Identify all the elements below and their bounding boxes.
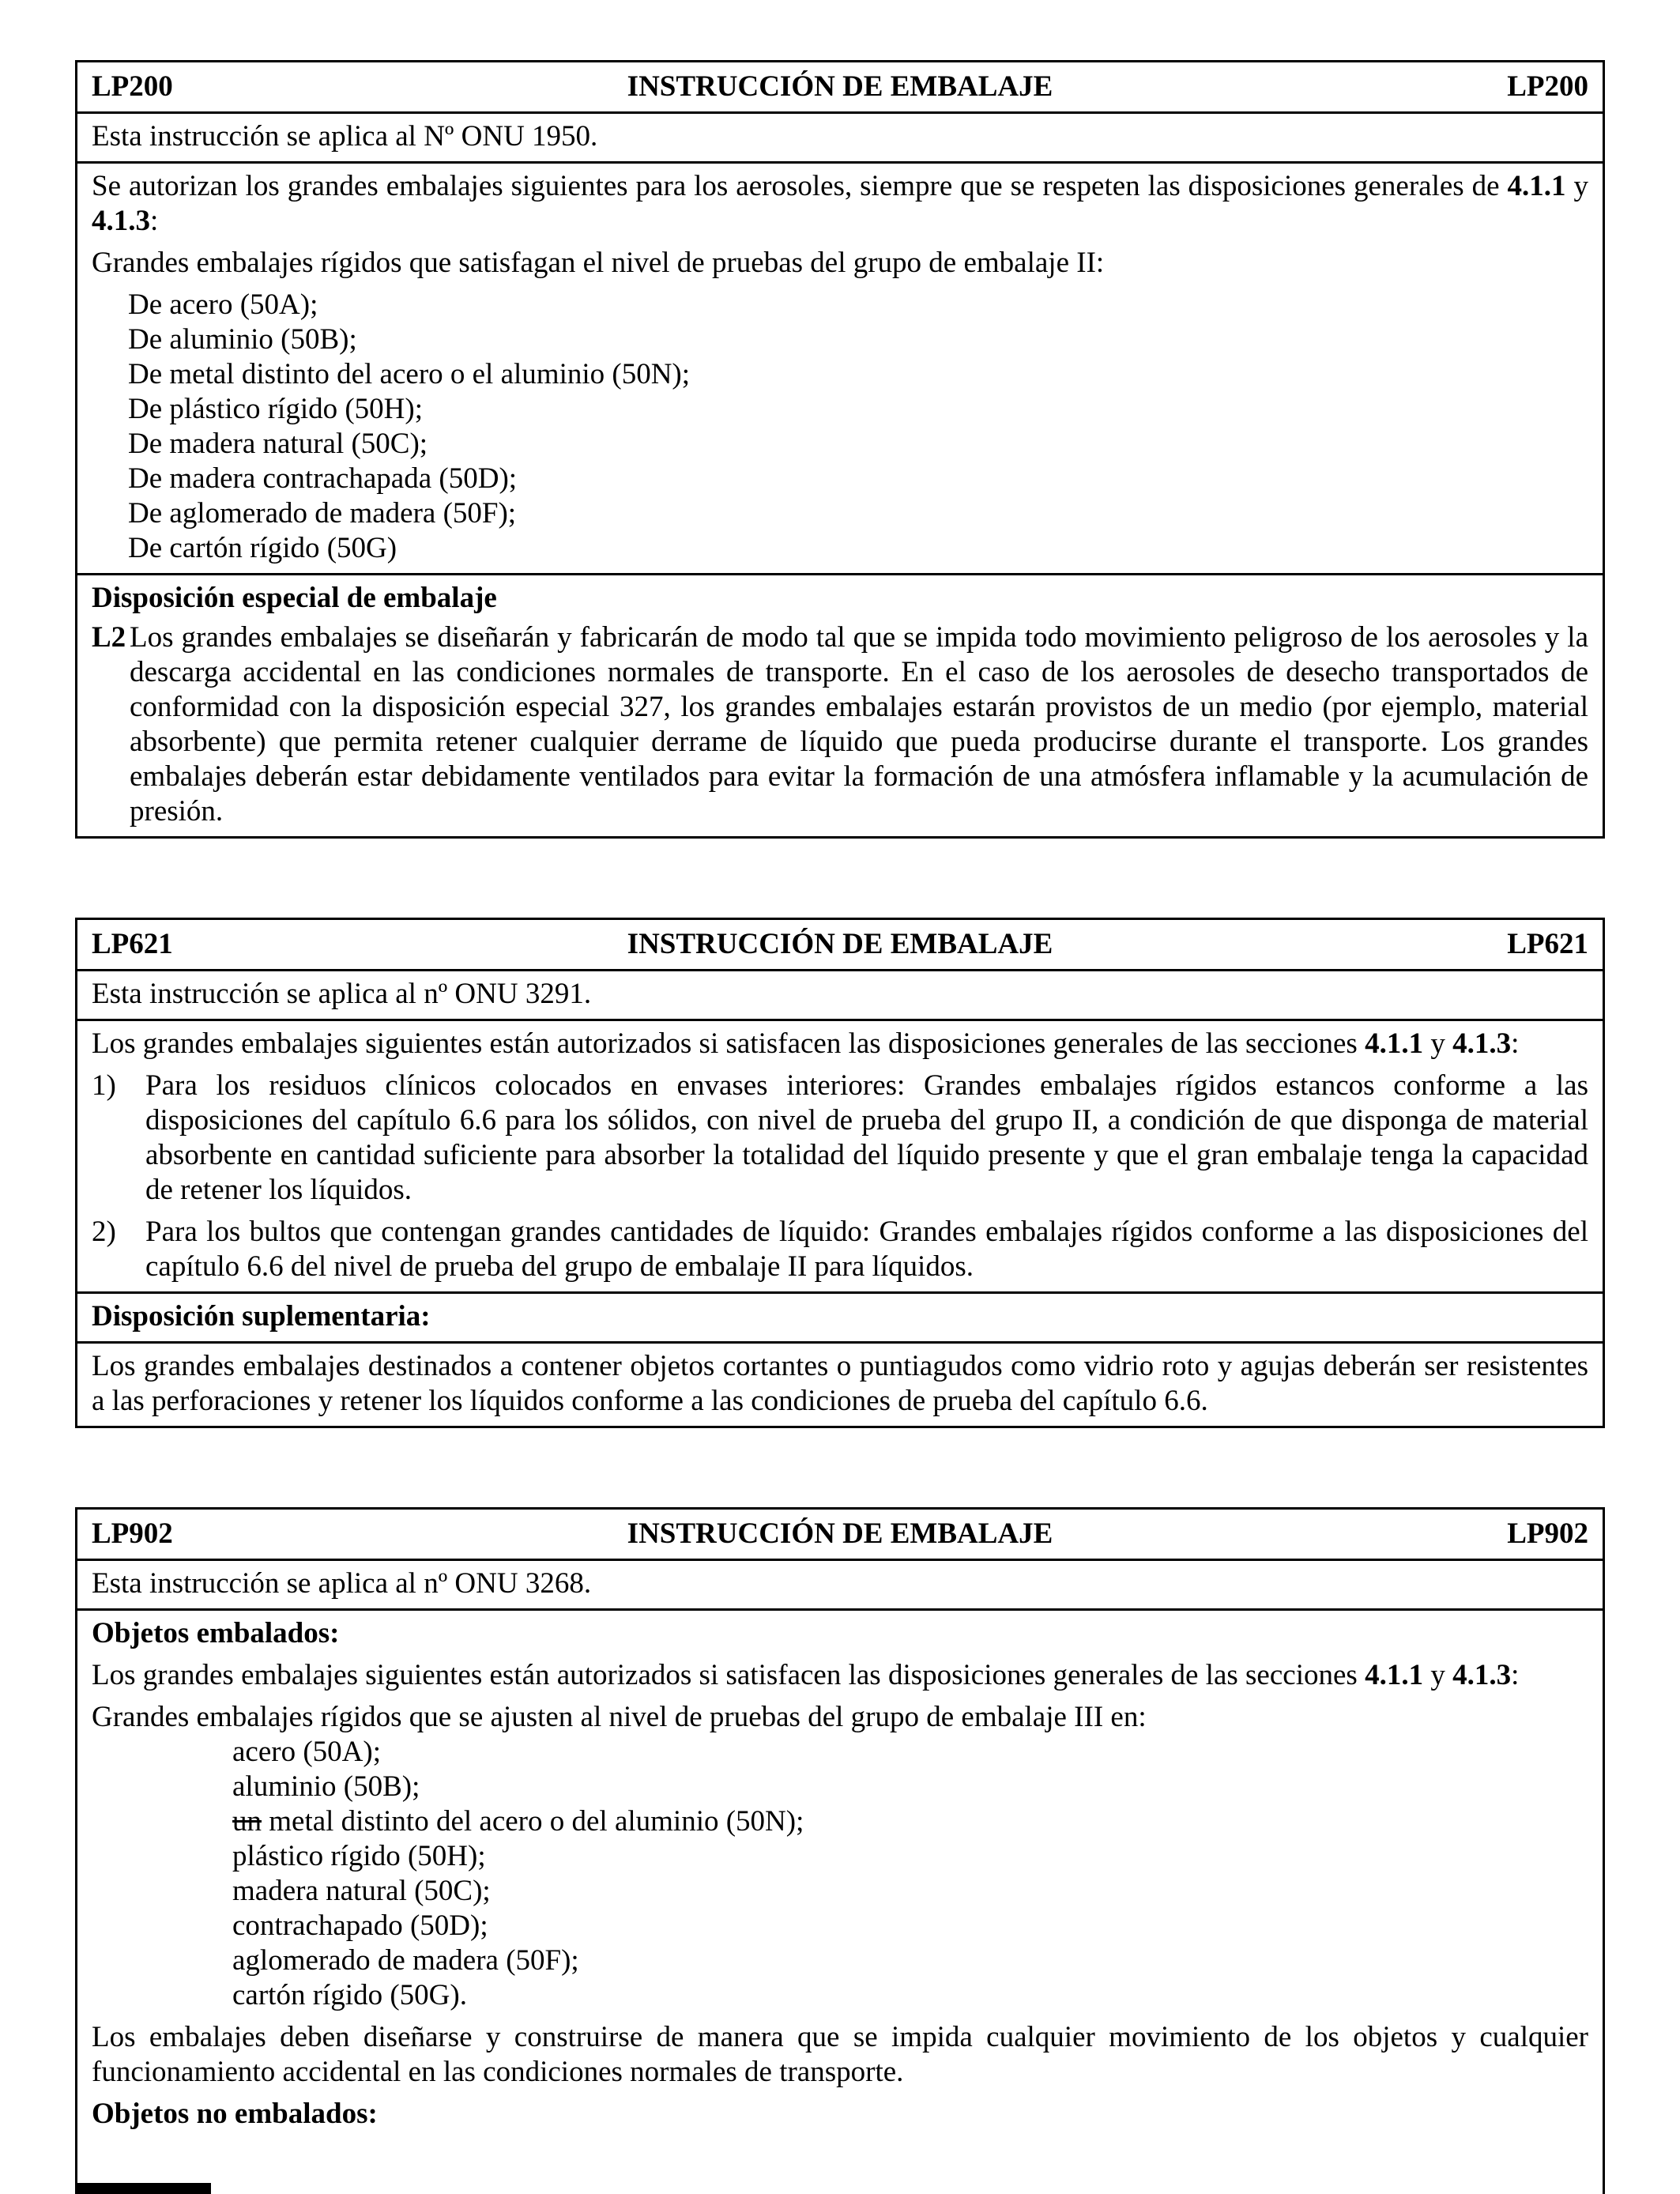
list-item-text: metal distinto del acero o del aluminio (50N);: [262, 1805, 804, 1838]
list-item: De aglomerado de madera (50F);: [128, 497, 517, 530]
lp621-header-row: [77, 920, 1603, 969]
lp200-applies-text: Esta instrucción se aplica al Nº ONU 1950.: [92, 120, 598, 153]
lp200-authorization-paragraph: [92, 169, 1588, 239]
lp902-ref-413: 4.1.3: [1452, 1659, 1512, 1691]
list-item-text: aglomerado de madera (50F);: [232, 1944, 579, 1977]
lp621-applies-text: Esta instrucción se aplica al nº ONU 3291.: [92, 978, 592, 1010]
lp621-ref-413: 4.1.3: [1452, 1027, 1512, 1060]
lp621-applies-row: [77, 969, 1603, 1019]
list-item: [232, 1909, 1588, 1943]
lp621-body-row: [77, 1019, 1603, 1291]
lp200-packaging-list: [128, 288, 1588, 566]
list-item: De plástico rígido (50H);: [128, 393, 423, 425]
lp621-numbered-item-1: [92, 1069, 1588, 1208]
list-item: [232, 1943, 1588, 1978]
lp200-intro-a: Se autorizan los grandes embalajes siguientes para los aerosoles, siempre que se respeten las disposiciones generales de: [92, 170, 1508, 202]
lp200-title: INSTRUCCIÓN DE EMBALAJE: [627, 70, 1053, 103]
lp902-intro-c: :: [1511, 1659, 1520, 1691]
list-item: De madera natural (50C);: [128, 428, 428, 460]
lp902-closing-paragraph: Los embalajes deben diseñarse y construirse de manera que se impida cualquier movimiento de los objetos y cualquier funcionamiento accidental en las condiciones normales de transporte.: [92, 2021, 1588, 2088]
list-item: De metal distinto del acero o el aluminio (50N);: [128, 358, 691, 390]
lp200-l2-label: L2: [92, 621, 126, 654]
lp621-ref-411: 4.1.1: [1365, 1027, 1424, 1060]
lp621-code-left: LP621: [92, 928, 173, 960]
lp200-applies-row: [77, 111, 1603, 161]
strikethrough-text: un: [232, 1805, 262, 1838]
packing-instruction-table-lp200: [75, 60, 1605, 839]
list-item: De madera contrachapada (50D);: [128, 462, 518, 495]
item-number: 2): [92, 1216, 116, 1248]
lp902-header-row: [77, 1510, 1603, 1559]
list-item-text: aluminio (50B);: [232, 1770, 420, 1803]
list-item-text: acero (50A);: [232, 1736, 381, 1768]
lp621-intro-b: y: [1423, 1027, 1453, 1060]
list-item: [232, 1735, 1588, 1770]
lp621-authorization-paragraph: [92, 1027, 1588, 1061]
list-item-text: contrachapado (50D);: [232, 1909, 488, 1942]
lp902-packaging-list: [232, 1735, 1588, 2013]
lp621-supplementary-text: Los grandes embalajes destinados a contener objetos cortantes o puntiagudos como vidrio roto y agujas deberán ser resistentes a las perforaciones y retener los líquidos conforme a las condiciones de prueba del capítulo 6.6.: [92, 1350, 1588, 1417]
packing-instruction-table-lp621: [75, 918, 1605, 1428]
item-text: Para los bultos que contengan grandes cantidades de líquido: Grandes embalajes rígidos conforme a las disposiciones del capítulo 6.6 del nivel de prueba del grupo de embalaje II para líquidos.: [145, 1216, 1588, 1283]
list-item: [232, 1804, 1588, 1839]
list-item: [232, 1839, 1588, 1874]
lp902-applies-text: Esta instrucción se aplica al nº ONU 3268.: [92, 1567, 592, 1600]
lp621-title: INSTRUCCIÓN DE EMBALAJE: [627, 928, 1053, 960]
list-item: [232, 1978, 1588, 2013]
list-item: De cartón rígido (50G): [128, 532, 397, 564]
lp200-code-left: LP200: [92, 70, 173, 103]
item-text: Para los residuos clínicos colocados en envases interiores: Grandes embalajes rígidos estancos conforme a las disposiciones del capítulo 6.6 para los sólidos, con nivel de prueba del grupo II, a condición de que disponga de material absorbente en cantidad suficiente para absorber la totalidad del líquido presente y que el gran embalaje tenga la capacidad de retener los líquidos.: [145, 1069, 1588, 1206]
list-item: De aluminio (50B);: [128, 323, 357, 356]
list-item: De acero (50A);: [128, 288, 318, 321]
list-item: [232, 1874, 1588, 1909]
lp200-special-heading: Disposición especial de embalaje: [92, 582, 497, 614]
lp902-title: INSTRUCCIÓN DE EMBALAJE: [627, 1517, 1053, 1550]
lp902-code-left: LP902: [92, 1517, 173, 1550]
lp902-applies-row: [77, 1559, 1603, 1608]
list-item-text: plástico rígido (50H);: [232, 1840, 486, 1872]
lp200-rigid-intro: Grandes embalajes rígidos que satisfagan el nivel de pruebas del grupo de embalaje II:: [92, 247, 1105, 279]
item-number: 1): [92, 1069, 116, 1102]
lp902-intro-b: y: [1423, 1659, 1453, 1691]
lp621-supplementary-heading: Disposición suplementaria:: [92, 1300, 431, 1333]
lp200-intro-b: y: [1565, 170, 1589, 202]
lp621-supplementary-text-row: [77, 1341, 1603, 1426]
page-bottom-cutoff-bar: [75, 2183, 211, 2194]
list-item: [232, 1770, 1588, 1804]
lp200-intro-c: :: [150, 205, 159, 237]
lp902-body-row: [77, 1608, 1603, 2194]
list-item-text: cartón rígido (50G).: [232, 1979, 467, 2011]
lp902-ref-411: 4.1.1: [1365, 1659, 1424, 1691]
lp621-numbered-item-2: [92, 1215, 1588, 1284]
lp902-rigid-intro: Grandes embalajes rígidos que se ajusten al nivel de pruebas del grupo de embalaje III en:: [92, 1701, 1147, 1733]
lp902-code-right: LP902: [1507, 1517, 1588, 1550]
lp902-unpacked-heading: Objetos no embalados:: [92, 2098, 378, 2130]
lp621-intro-a: Los grandes embalajes siguientes están autorizados si satisfacen las disposiciones generales de las secciones: [92, 1027, 1365, 1060]
lp902-authorization-paragraph: [92, 1658, 1588, 1693]
lp200-ref-413: 4.1.3: [92, 205, 150, 237]
packing-instruction-table-lp902: [75, 1507, 1605, 2194]
lp200-l2-text: Los grandes embalajes se diseñarán y fabricarán de modo tal que se impida todo movimiento peligroso de los aerosoles y la descarga accidental en las condiciones normales de transporte. En el caso de los aerosoles de desecho transportados de conformidad con la disposición especial 327, los grandes embalajes estarán provistos de un medio (por ejemplo, material absorbente) que permita retener cualquier derrame de líquido que pueda producirse durante el transporte. Los grandes embalajes deberán estar debidamente ventilados para evitar la formación de una atmósfera inflamable y la acumulación de presión.: [130, 621, 1588, 827]
lp621-intro-c: :: [1511, 1027, 1520, 1060]
lp200-ref-411: 4.1.1: [1507, 170, 1566, 202]
lp200-code-right: LP200: [1507, 70, 1588, 103]
lp621-supplementary-heading-row: [77, 1291, 1603, 1341]
lp200-special-provision-row: [77, 573, 1603, 836]
lp200-special-provision-l2: [92, 620, 1588, 829]
lp902-packed-heading: Objetos embalados:: [92, 1617, 340, 1649]
list-item-text: madera natural (50C);: [232, 1875, 491, 1907]
lp200-header-row: [77, 62, 1603, 111]
lp621-code-right: LP621: [1507, 928, 1588, 960]
lp200-body-row: [77, 161, 1603, 573]
lp902-intro-a: Los grandes embalajes siguientes están autorizados si satisfacen las disposiciones generales de las secciones: [92, 1659, 1365, 1691]
